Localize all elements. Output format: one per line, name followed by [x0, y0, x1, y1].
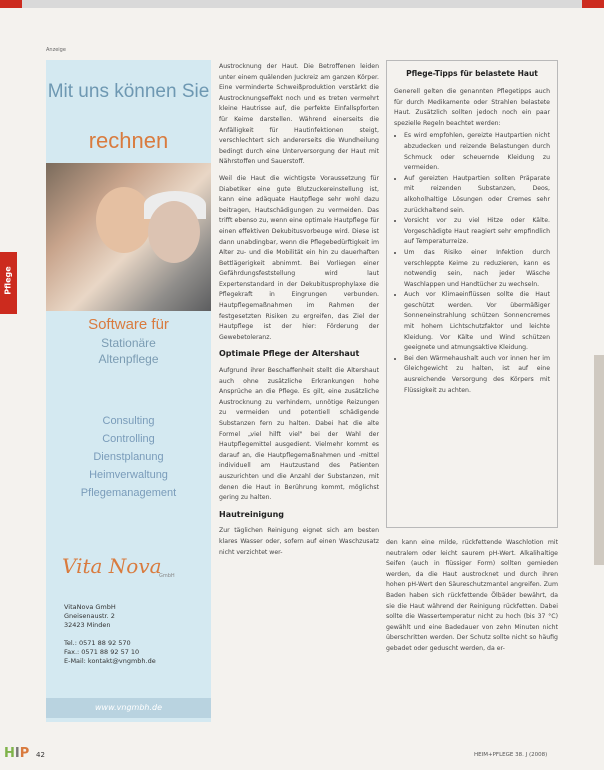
magazine-logo-p: P [19, 746, 30, 761]
article-heading: Optimale Pflege der Altershaut [219, 349, 360, 359]
ad-address-line: Gneisenaustr. 2 [64, 612, 115, 620]
ad-photo-face-left [96, 187, 152, 253]
article-paragraph: Aufgrund ihrer Beschaffenheit stellt die Altershaut auch ohne zusätzliche Erkrankungen hohe Ansprüche an die Pflege. Es gilt, eine zusätzliche Austrocknung zu verhindern, unnötige Reizungen zu vermeiden und potentiell schädigende Substanzen fern zu halten. Dabei hat die alte Formel „viel hilft viel" bei der Wahl der Hautpflegemittel ausgedient. Vielmehr kommt es darauf an, die Hautpflegemaßnahmen und -mittel individuell am Hautzustand des Patienten auszurichten und die Anzahl der Substanzen, mit denen die Haut in Berührung kommt, möglichst gering zu halten. [219, 367, 379, 502]
ad-service-item: Consulting [102, 415, 155, 427]
tip-item: • Es wird empfohlen, gereizte Hautpartien nicht abzudecken und reizende Belastungen durch Schmuck oder scheuernde Kleidung zu vermeiden. [404, 131, 550, 173]
tip-item: • Vorsicht vor zu viel Hitze oder Kälte. Vorgeschädigte Haut reagiert sehr empfindlich auf Temperaturreize. [404, 216, 550, 248]
ad-fax: Fax.: 0571 88 92 57 10 [64, 648, 140, 656]
ad-service-item: Dienstplanung [93, 451, 164, 463]
ad-service-item: Controlling [102, 433, 155, 445]
top-color-accent-right [582, 0, 604, 8]
magazine-logo-separator: I [14, 746, 20, 761]
tips-intro: Generell gelten die genannten Pflegetipps auch für durch Medikamente oder Strahlen belastete Haut. Zusätzlich sollten jedoch noch ein paar spezielle Regeln beachtet werden: [394, 88, 550, 127]
tip-item: • Um das Risiko einer Infektion durch verschleppte Keime zu reduzieren, kann es notwendig sein, nach jeder Wäsche Waschlappen und Handtücher zu wechseln. [404, 248, 550, 290]
vitanova-logo: Vita Nova [62, 554, 162, 578]
magazine-logo [4, 746, 29, 761]
article-paragraph: Austrocknung der Haut. Die Betroffenen leiden unter einem quälenden Juckreiz am ganzen Körper. Eine verminderte Schweißproduktion verstärkt die Austrocknungseffekt noch und es treten vermehrt kleine Hautrisse auf, die perfekte Einfallspforten für Keime darstellen. Während einerseits die Anfälligkeit für Hautinfektionen steigt, verschlechtert sich andererseits die Wundheilung bedingt durch eine Unterversorgung der Haut mit Nährstoffen und Sauerstoff. [219, 63, 379, 166]
ad-software-line: Altenpflege [98, 352, 159, 366]
ad-website: www.vngmbh.de [46, 698, 211, 718]
article-heading: Hautreinigung [219, 509, 285, 519]
tips-list [394, 131, 550, 396]
page-number: 42 [36, 751, 45, 759]
tips-title: Pflege-Tipps für belastete Haut [406, 69, 538, 78]
magazine-logo-h: H [4, 746, 15, 761]
article-column-3 [386, 538, 558, 661]
ad-headline: Mit uns können Sie [47, 81, 210, 102]
ad-address-block [64, 603, 204, 666]
tip-item: • Bei den Wärmehaushalt auch vor innen her im Gleichgewicht zu halten, ist auf eine ausreichende Versorgung des Körpers mit Flüssigkeit zu achten. [404, 354, 550, 396]
top-color-accent-left [0, 0, 22, 8]
section-tab-label: Pflege [3, 266, 13, 295]
ad-software-line: Stationäre [101, 336, 156, 350]
section-tab [0, 252, 17, 314]
journal-reference: HEIM+PFLEGE 38. J (2008) [474, 752, 548, 758]
tip-item: • Auf gereizten Hautpartien sollten Präparate mit reizenden Substanzen, Deos, alkoholhaltige Lösungen oder Cremes sehr zurückhaltend sein. [404, 174, 550, 216]
ad-service-item: Pflegemanagement [80, 487, 177, 499]
ad-photo-elderly-women [46, 163, 211, 311]
ad-headline-accent: rechnen [88, 128, 169, 153]
article-paragraph: Zur täglichen Reinigung eignet sich am besten klares Wasser oder, sofern auf einen Waschzusatz nicht verzichtet wer- [219, 527, 379, 556]
tip-item: • Auch vor Klimaeinflüssen sollte die Haut geschützt werden. Vor übermäßiger Sonneneinstrahlung schützen Sonnencremes mit hohem Lichtschutzfaktor und leichte Kleidung. Vor Kälte und Wind schützen geeignete und atmungsaktive Kleidung. [404, 290, 550, 354]
article-paragraph: den kann eine milde, rückfettende Waschlotion mit neutralem oder leicht saurem pH-Wert. Alkalihaltige Seifen (auch in flüssiger Form) sollten gemieden werden, da die Haut austrocknet und durch ihren hohen pH-Wert den Säureschutzmantel angreifen. Zum Baden haben sich rückfettende Ölbäder bewährt, da sie die Haut während der Reinigung rückfetten. Dabei sollte die Wassertemperatur nicht zu hoch (bis 37 °C) gewählt und eine Badedauer von zehn Minuten nicht überschritten werden. Der Schutz sollte nicht so häufig gebadet oder geduscht werden, da er- [386, 539, 558, 652]
top-color-bar [0, 0, 604, 8]
article-paragraph: Weil die Haut die wichtigste Voraussetzung für Diabetiker eine gute Blutzuckereinstellung ist, kann eine adäquate Hautpflege sehr wohl dazu beitragen, Hautschädigungen zu vermeiden. Das trifft ebenso zu, wenn eine optimale Hautpflege für einen effektiven Dekubitusvorbeuge wird. Diese ist dann unabdingbar, wenn die Pflegebedürftigkeit im Alter zu- und die Mobilität ein hin zu dauerhaften Bettlägerigkeit abnimmt. Bei Vorliegen einer Gefährdungsfeststellung wird laut Expertenstandard in der Dekubitusprophylaxe die Pflegekraft in Eingrungen verbunden. Hautpflegemaßnahmen im Rahmen der festgesetzten Risiken zu ergreifen, das Ziel der Hautpflege ist der hier: Förderung der Gewebetoleranz. [219, 174, 379, 341]
vitanova-logo-suffix: GmbH [159, 573, 175, 579]
ad-label: Anzeige [46, 47, 66, 53]
ad-address-line: VitaNova GmbH [64, 603, 116, 611]
article-column-1 [219, 62, 379, 564]
ad-photo-face-right [148, 201, 200, 263]
page-edge-strip [594, 355, 604, 565]
tips-box [386, 60, 558, 528]
ad-software-title: Software für [88, 316, 169, 333]
ad-email: E-Mail: kontakt@vngmbh.de [64, 657, 156, 665]
ad-phone: Tel.: 0571 88 92 570 [64, 639, 131, 647]
ad-service-item: Heimverwaltung [89, 469, 168, 481]
ad-address-line: 32423 Minden [64, 621, 111, 629]
advertisement [46, 60, 211, 722]
ad-services-list [46, 412, 211, 502]
